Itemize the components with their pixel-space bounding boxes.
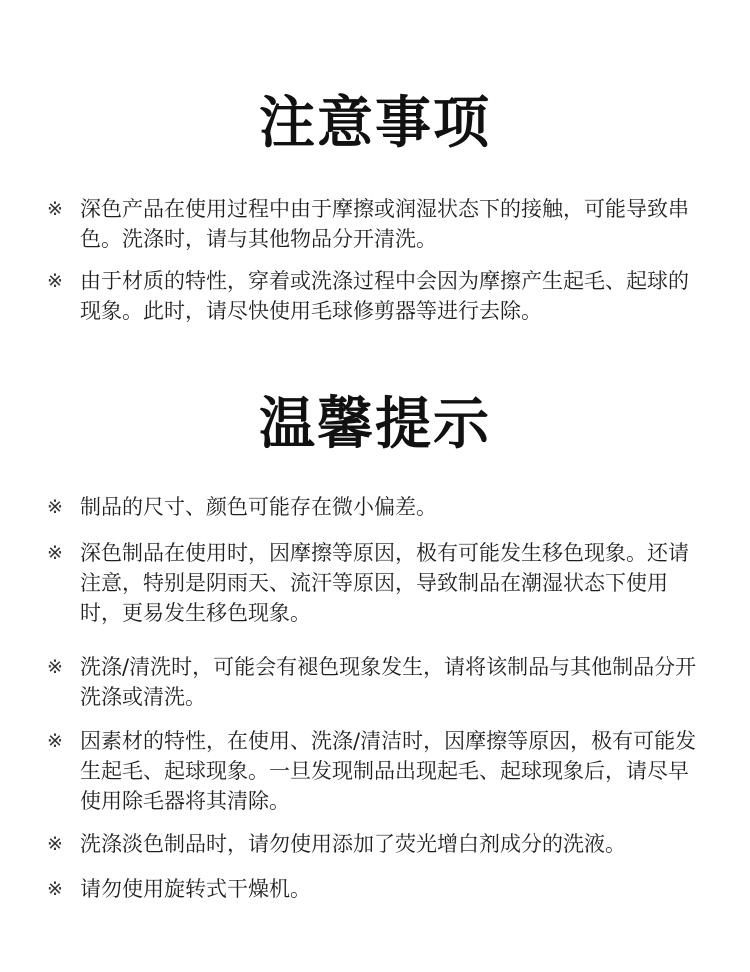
reference-mark-icon: ※ — [47, 730, 63, 752]
reference-mark-icon: ※ — [47, 542, 63, 564]
tips-item — [47, 538, 697, 628]
tips-item — [47, 726, 697, 816]
tips-item-text: 深色制品在使用时，因摩擦等原因，极有可能发生移色现象。还请注意，特别是阴雨天、流汗等原因，导致制品在潮湿状态下使用时，更易发生移色现象。 — [80, 541, 689, 625]
tips-item-text: 请勿使用旋转式干燥机。 — [80, 877, 311, 901]
tips-item — [47, 492, 697, 522]
tips-section-title: 温馨提示 — [259, 392, 491, 457]
reference-mark-icon: ※ — [47, 878, 63, 900]
tips-item — [47, 652, 697, 712]
notice-item-text: 深色产品在使用过程中由于摩擦或润湿状态下的接触，可能导致串色。洗涤时，请与其他物品分开清洗。 — [80, 197, 689, 251]
tips-item-text: 制品的尺寸、颜色可能存在微小偏差。 — [80, 495, 437, 519]
tips-item-text: 因素材的特性，在使用、洗涤/清洁时，因摩擦等原因，极有可能发生起毛、起球现象。一旦发现制品出现起毛、起球现象后，请尽早使用除毛器将其清除。 — [80, 729, 697, 813]
tips-item-text: 洗涤淡色制品时，请勿使用添加了荧光增白剂成分的洗液。 — [80, 832, 626, 856]
notice-item — [47, 266, 697, 326]
tips-item — [47, 829, 697, 859]
reference-mark-icon: ※ — [47, 656, 63, 678]
reference-mark-icon: ※ — [47, 198, 63, 220]
tips-item-text: 洗涤/清洗时，可能会有褪色现象发生，请将该制品与其他制品分开洗涤或清洗。 — [80, 655, 697, 709]
notice-item — [47, 194, 697, 254]
notice-section-title: 注意事项 — [259, 91, 491, 156]
tips-item — [47, 874, 697, 904]
reference-mark-icon: ※ — [47, 270, 63, 292]
reference-mark-icon: ※ — [47, 496, 63, 518]
notice-item-text: 由于材质的特性，穿着或洗涤过程中会因为摩擦产生起毛、起球的现象。此时，请尽快使用毛球修剪器等进行去除。 — [80, 269, 689, 323]
reference-mark-icon: ※ — [47, 833, 63, 855]
